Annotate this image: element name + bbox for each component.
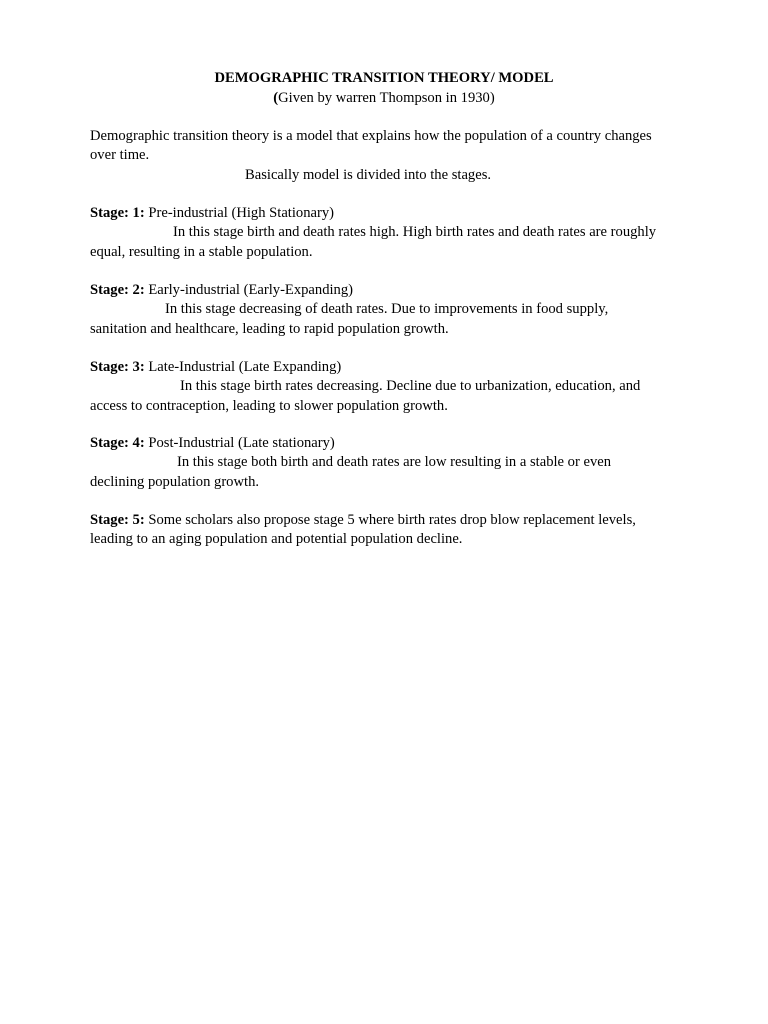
- stage-5-section: [90, 511, 690, 550]
- intro-line-2: over time.: [90, 147, 150, 164]
- stage-5-heading: Some scholars also propose stage 5 where birth rates drop blow replacement levels,: [144, 512, 636, 528]
- intro-paragraph: [90, 127, 690, 166]
- stage-3-label: Stage: 3:: [90, 359, 145, 375]
- stage-2-line-2: sanitation and healthcare, leading to rapid population growth.: [90, 320, 449, 337]
- stage-4-heading-line: [90, 434, 690, 453]
- stage-2-heading: Early-industrial (Early-Expanding): [144, 282, 354, 298]
- stage-4-heading: Post-Industrial (Late stationary): [144, 435, 335, 451]
- stage-5-line-2: leading to an aging population and potential population decline.: [90, 531, 463, 548]
- stage-3-line-2: access to contraception, leading to slower population growth.: [90, 397, 448, 414]
- document-subtitle: [0, 88, 768, 108]
- stage-4-section: [90, 434, 690, 492]
- stage-2-label: Stage: 2:: [90, 282, 145, 298]
- stage-5-heading-line: [90, 511, 690, 530]
- intro-line-3: Basically model is divided into the stages.: [245, 167, 492, 183]
- stage-1-heading: Pre-industrial (High Stationary): [144, 205, 334, 221]
- stage-1-label: Stage: 1:: [90, 205, 145, 221]
- stage-4-line-2: declining population growth.: [90, 473, 260, 490]
- stage-1-line-2: equal, resulting in a stable population.: [90, 243, 313, 260]
- stage-1-line-1: In this stage birth and death rates high. High birth rates and death rates are roughly: [173, 224, 657, 241]
- stage-1-section: [90, 204, 690, 262]
- stage-5-label: Stage: 5:: [90, 512, 145, 528]
- stage-2-heading-line: [90, 281, 690, 300]
- stage-4-label: Stage: 4:: [90, 435, 145, 451]
- stage-3-section: [90, 358, 690, 416]
- document-title: DEMOGRAPHIC TRANSITION THEORY/ MODEL: [214, 70, 554, 86]
- stage-3-heading: Late-Industrial (Late Expanding): [144, 359, 342, 375]
- stage-3-line-1: In this stage birth rates decreasing. Decline due to urbanization, education, and: [180, 378, 641, 395]
- stage-3-heading-line: [90, 358, 690, 377]
- stage-2-section: [90, 281, 690, 339]
- subtitle-open-paren: (: [273, 90, 279, 106]
- subtitle-text: Given by warren Thompson in 1930): [278, 90, 495, 106]
- stage-1-heading-line: [90, 204, 690, 223]
- stage-2-line-1: In this stage decreasing of death rates. Due to improvements in food supply,: [165, 301, 609, 318]
- stage-4-line-1: In this stage both birth and death rates are low resulting in a stable or even: [177, 454, 612, 471]
- intro-line-1: Demographic transition theory is a model that explains how the population of a country changes: [90, 128, 652, 144]
